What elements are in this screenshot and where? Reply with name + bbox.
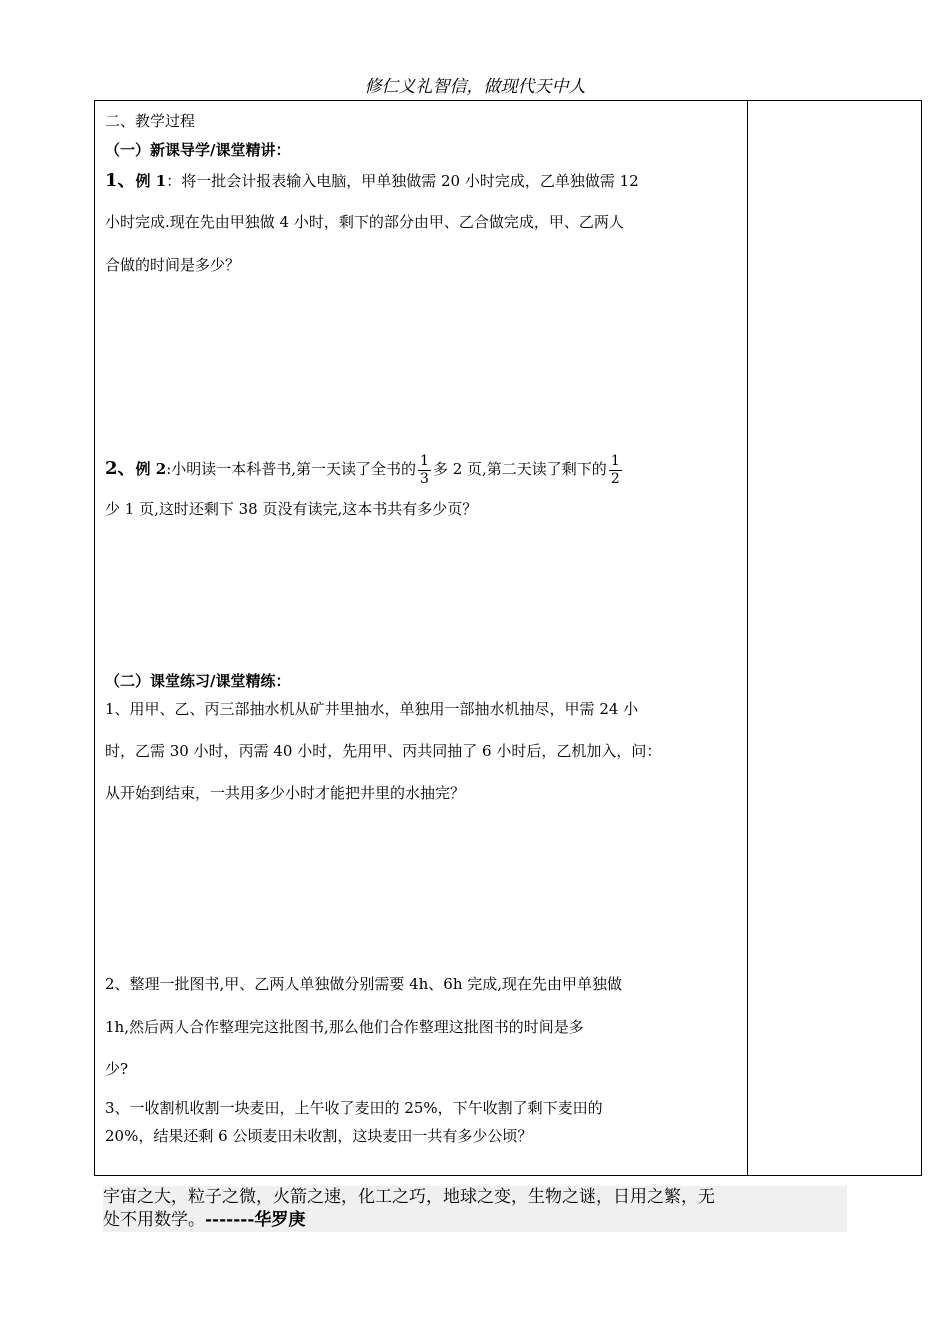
example1-line2: 小时完成.现在先由甲独做 4 小时，剩下的部分由甲、乙合做完成，甲、乙两人 xyxy=(105,213,624,231)
lesson-table xyxy=(94,100,922,1176)
practice3-line2: 20%，结果还剩 6 公顷麦田未收割，这块麦田一共有多少公顷？ xyxy=(105,1127,533,1145)
practice2-line3: 少? xyxy=(105,1060,129,1078)
fraction-one-half xyxy=(609,453,622,488)
example2-text-b: 多 2 页,第二天读了剩下的 xyxy=(432,460,607,478)
example2-label: 例 2 xyxy=(135,460,167,478)
quote-line2 xyxy=(103,1209,847,1232)
practice3-line1: 3、一收割机收割一块麦田，上午收了麦田的 25%，下午收割了剩下麦田的 xyxy=(105,1099,603,1117)
example1-line1 xyxy=(105,171,639,191)
part1-heading: （一）新课导学/课堂精讲： xyxy=(105,141,291,159)
example1-number: 1、 xyxy=(105,170,136,191)
quote-line1: 宇宙之大，粒子之微，火箭之速，化工之巧，地球之变，生物之谜，日用之繁，无 xyxy=(103,1187,715,1207)
part2-heading: （二）课堂练习/课堂精练： xyxy=(105,672,291,690)
practice1-line3: 从开始到结束，一共用多少小时才能把井里的水抽完？ xyxy=(105,784,466,802)
example2-line1 xyxy=(105,449,624,489)
example2-number: 2、 xyxy=(105,458,136,479)
quote-author: -------华罗庚 xyxy=(205,1210,306,1230)
fraction-one-third xyxy=(418,453,431,488)
practice2-line1: 2、整理一批图书,甲、乙两人单独做分别需要 4h、6h 完成,现在先由甲单独做 xyxy=(105,975,623,993)
header-motto: 修仁义礼智信，做现代天中人 xyxy=(103,74,847,101)
practice1-line2: 时，乙需 30 小时，丙需 40 小时，先用甲、丙共同抽了 6 小时后，乙机加入，问： xyxy=(105,742,662,760)
example1-text: ：将一批会计报表输入电脑，甲单独做需 20 小时完成，乙单独做需 12 xyxy=(166,172,639,190)
quote-line2-text: 处不用数学。 xyxy=(103,1210,205,1230)
practice1-line1: 1、用甲、乙、丙三部抽水机从矿井里抽水，单独用一部抽水机抽尽，甲需 24 小 xyxy=(105,700,639,718)
fraction2-numerator: 1 xyxy=(610,452,620,469)
section-title: 二、教学过程 xyxy=(105,112,196,130)
example1-label: 例 1 xyxy=(135,172,167,190)
fraction1-numerator: 1 xyxy=(420,452,429,469)
example2-line2: 少 1 页,这时还剩下 38 页没有读完,这本书共有多少页？ xyxy=(105,500,478,518)
fraction1-denominator: 3 xyxy=(420,470,429,487)
column-divider xyxy=(747,101,748,1175)
math-quote xyxy=(103,1186,847,1232)
fraction2-denominator: 2 xyxy=(610,470,620,487)
example2-text-a: :小明读一本科普书,第一天读了全书的 xyxy=(166,460,417,478)
example1-line3: 合做的时间是多少？ xyxy=(105,256,241,274)
practice2-line2: 1h,然后两人合作整理完这批图书,那么他们合作整理这批图书的时间是多 xyxy=(105,1018,584,1036)
